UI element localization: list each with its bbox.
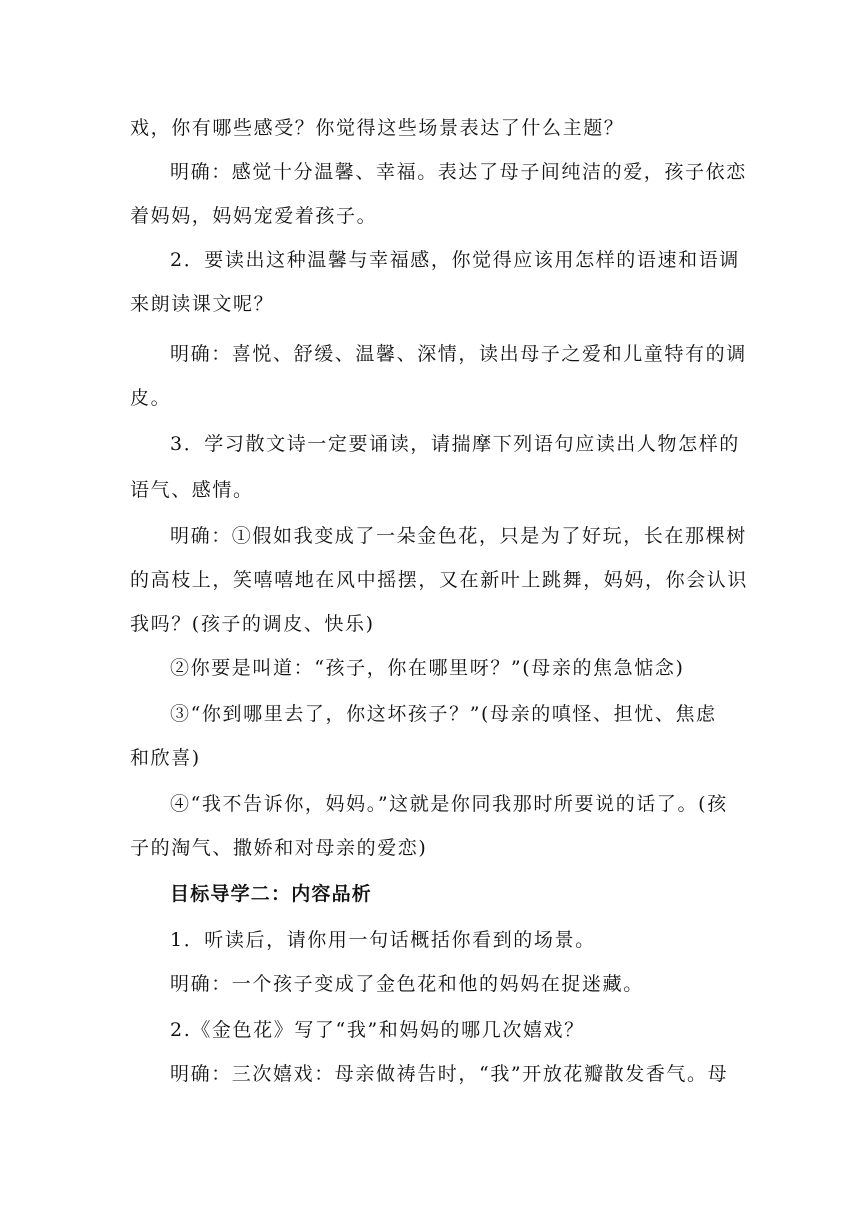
text-line: 和欣喜) [130,747,201,769]
text-line: 我吗？(孩子的调皮、快乐) [130,613,375,635]
text-line: 子的淘气、撒娇和对母亲的爱恋) [130,837,428,859]
text-line: 2．要读出这种温馨与幸福感，你觉得应该用怎样的语速和语调 [170,249,740,271]
section-heading: 目标导学二：内容品析 [170,883,373,905]
text-line: 皮。 [130,387,172,409]
text-line: 语气、感情。 [130,479,254,501]
text-line: 明确：①假如我变成了一朵金色花，只是为了好玩，长在那棵树 [170,525,747,547]
text-line: 的高枝上，笑嘻嘻地在风中摇摆，又在新叶上跳舞，妈妈，你会认识 [130,569,749,591]
text-line: 明确：三次嬉戏：母亲做祷告时，“我”开放花瓣散发香气。母 [170,1063,729,1085]
text-line: 3．学习散文诗一定要诵读，请揣摩下列语句应读出人物怎样的 [170,433,740,455]
text-line: 来朗读课文呢？ [130,293,275,315]
text-line: ②你要是叫道：“孩子，你在哪里呀？”(母亲的焦急惦念) [170,657,685,679]
text-line: 着妈妈，妈妈宠爱着孩子。 [130,205,378,227]
text-line: ③“你到哪里去了，你这坏孩子？”(母亲的嗔怪、担忧、焦虑 [170,703,717,725]
text-line: 明确：一个孩子变成了金色花和他的妈妈在捉迷藏。 [170,973,644,995]
text-line: 戏，你有哪些感受？你觉得这些场景表达了什么主题？ [130,117,625,139]
text-line: 明确：喜悦、舒缓、温馨、深情，读出母子之爱和儿童特有的调 [170,343,747,365]
text-line: 明确：感觉十分温馨、幸福。表达了母子间纯洁的爱，孩子依恋 [170,161,747,183]
text-line: 2.《金色花》写了“我”和妈妈的哪几次嬉戏？ [170,1019,585,1041]
text-line: 1．听读后，请你用一句话概括你看到的场景。 [170,929,596,951]
text-line: ④“我不告诉你，妈妈。”这就是你同我那时所要说的话了。(孩 [170,793,728,815]
